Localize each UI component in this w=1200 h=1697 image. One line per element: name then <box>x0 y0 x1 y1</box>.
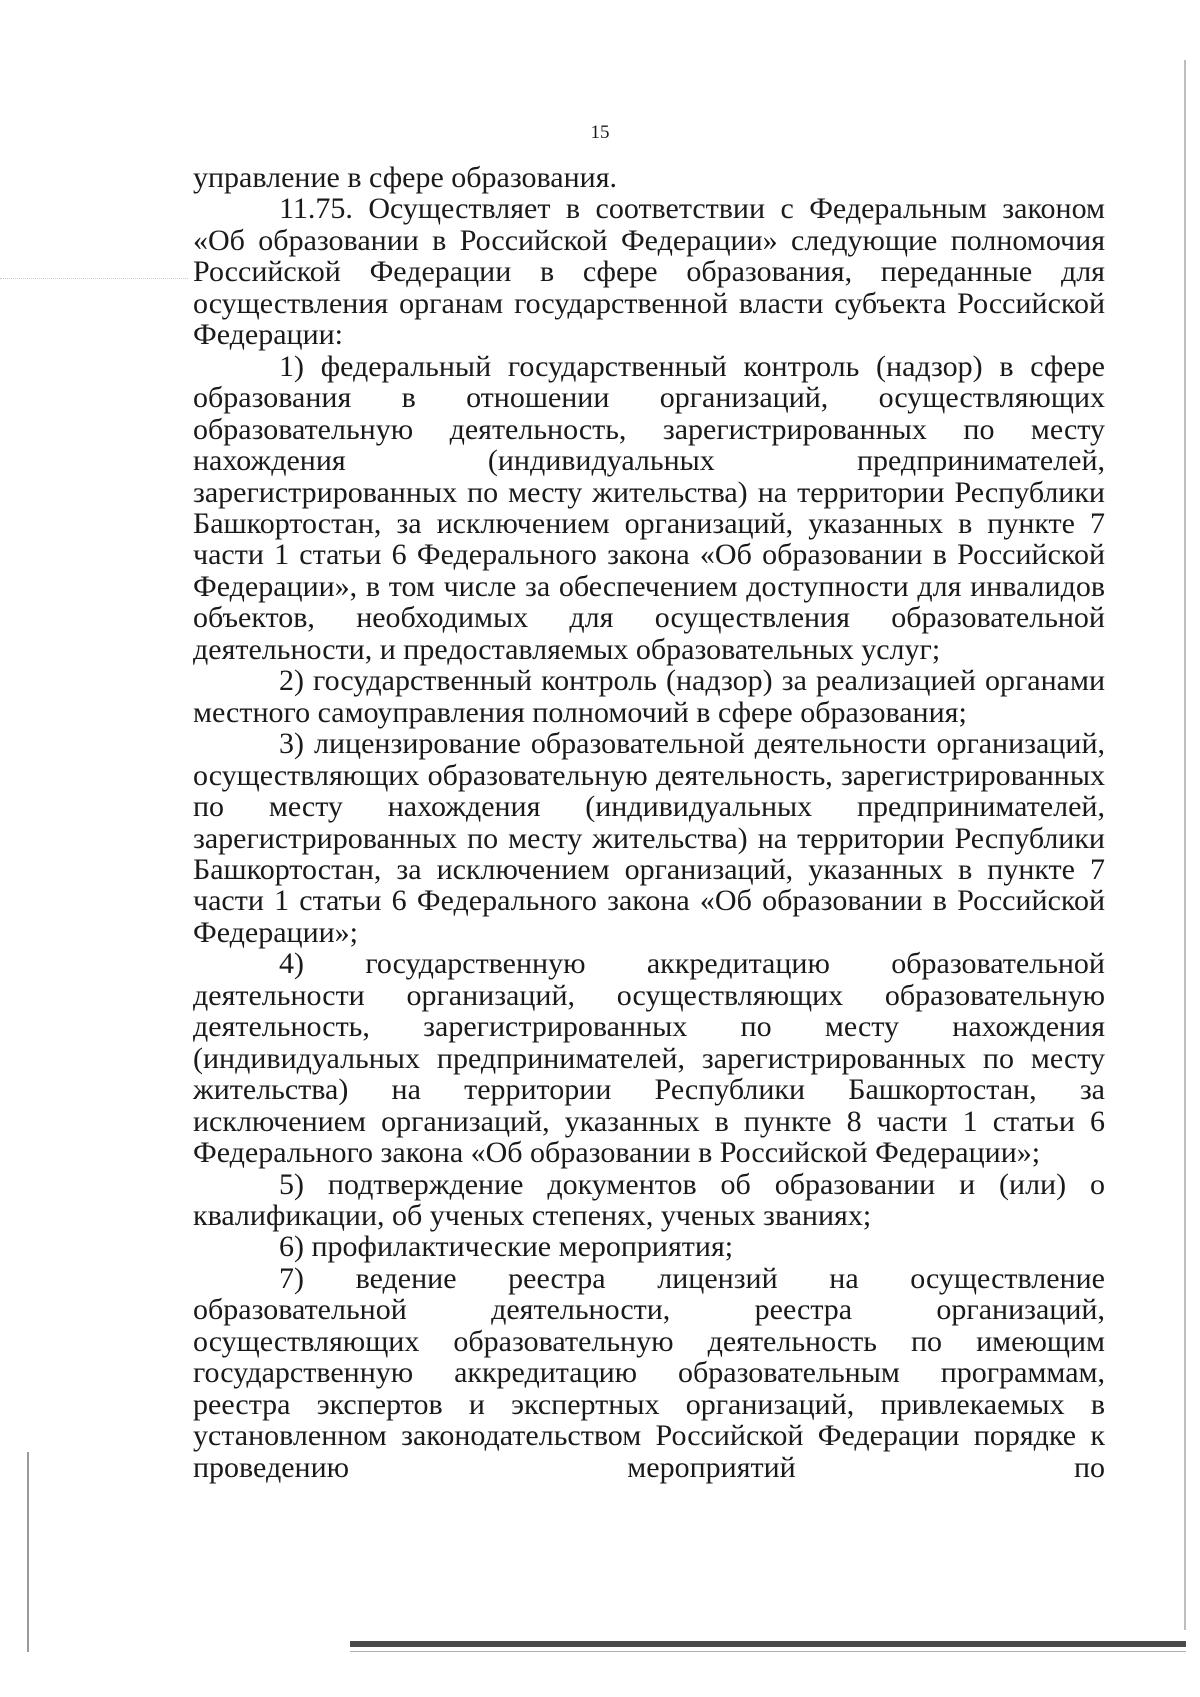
list-item: 6) профилактические мероприятия; <box>279 1230 734 1264</box>
scan-edge-bottom-thin <box>350 1651 1186 1652</box>
list-item: 7) ведение реестра лицензий на осуществление образовательной деятельности, реестра организаций, осуществляющих образовательную деятельность по имеющим государственную аккредитацию образовательным программам, реестра экспертов и экспертных организаций, привлекаемых в установленном законодательством Российской Федерации порядке к проведению мероприятий по <box>193 1261 1105 1484</box>
list-item: 4) государственную аккредитацию образовательной деятельности организаций, осуществляющих образовательную деятельность, зарегистрированных по месту нахождения (индивидуальных предпринимателей, зарегистрированных по месту жительства) на территории Республики Башкортостан, за исключением организаций, указанных в пункте 8 части 1 статьи 6 Федерального закона «Об образовании в Российской Федерации»; <box>193 947 1105 1170</box>
scan-artifact-dots <box>0 278 188 280</box>
paragraph: 11.75. Осуществляет в соответствии с Федеральным законом «Об образовании в Российской Федерации» следующие полномочия Российской Федерации в сфере образования, переданные для осуществления органам государственной власти субъекта Российской Федерации: <box>193 192 1105 352</box>
scan-edge-right <box>1184 60 1186 1630</box>
paragraph: управление в сфере образования. <box>193 161 618 194</box>
scan-edge-left <box>27 1452 29 1652</box>
page-number: 15 <box>590 122 610 143</box>
document-body <box>193 162 1105 1483</box>
scan-edge-bottom <box>350 1641 1186 1647</box>
list-item: 5) подтверждение документов об образовании и (или) о квалификации, об ученых степенях, ученых званиях; <box>193 1167 1105 1232</box>
list-item: 2) государственный контроль (надзор) за реализацией органами местного самоуправления полномочий в сфере образования; <box>193 664 1105 729</box>
list-item: 1) федеральный государственный контроль (надзор) в сфере образования в отношении организаций, осуществляющих образовательную деятельность, зарегистрированных по месту нахождения (индивидуальных предпринимателей, зарегистрированных по месту жительства) на территории Республики Башкортостан, за исключением организаций, указанных в пункте 7 части 1 статьи 6 Федерального закона «Об образовании в Российской Федерации», в том числе за обеспечением доступности для инвалидов объектов, необходимых для осуществления образовательной деятельности, и предоставляемых образовательных услуг; <box>193 349 1105 666</box>
list-item: 3) лицензирование образовательной деятельности организаций, осуществляющих образовательную деятельность, зарегистрированных по месту нахождения (индивидуальных предпринимателей, зарегистрированных по месту жительства) на территории Республики Башкортостан, за исключением организаций, указанных в пункте 7 части 1 статьи 6 Федерального закона «Об образовании в Российской Федерации»; <box>193 727 1105 949</box>
